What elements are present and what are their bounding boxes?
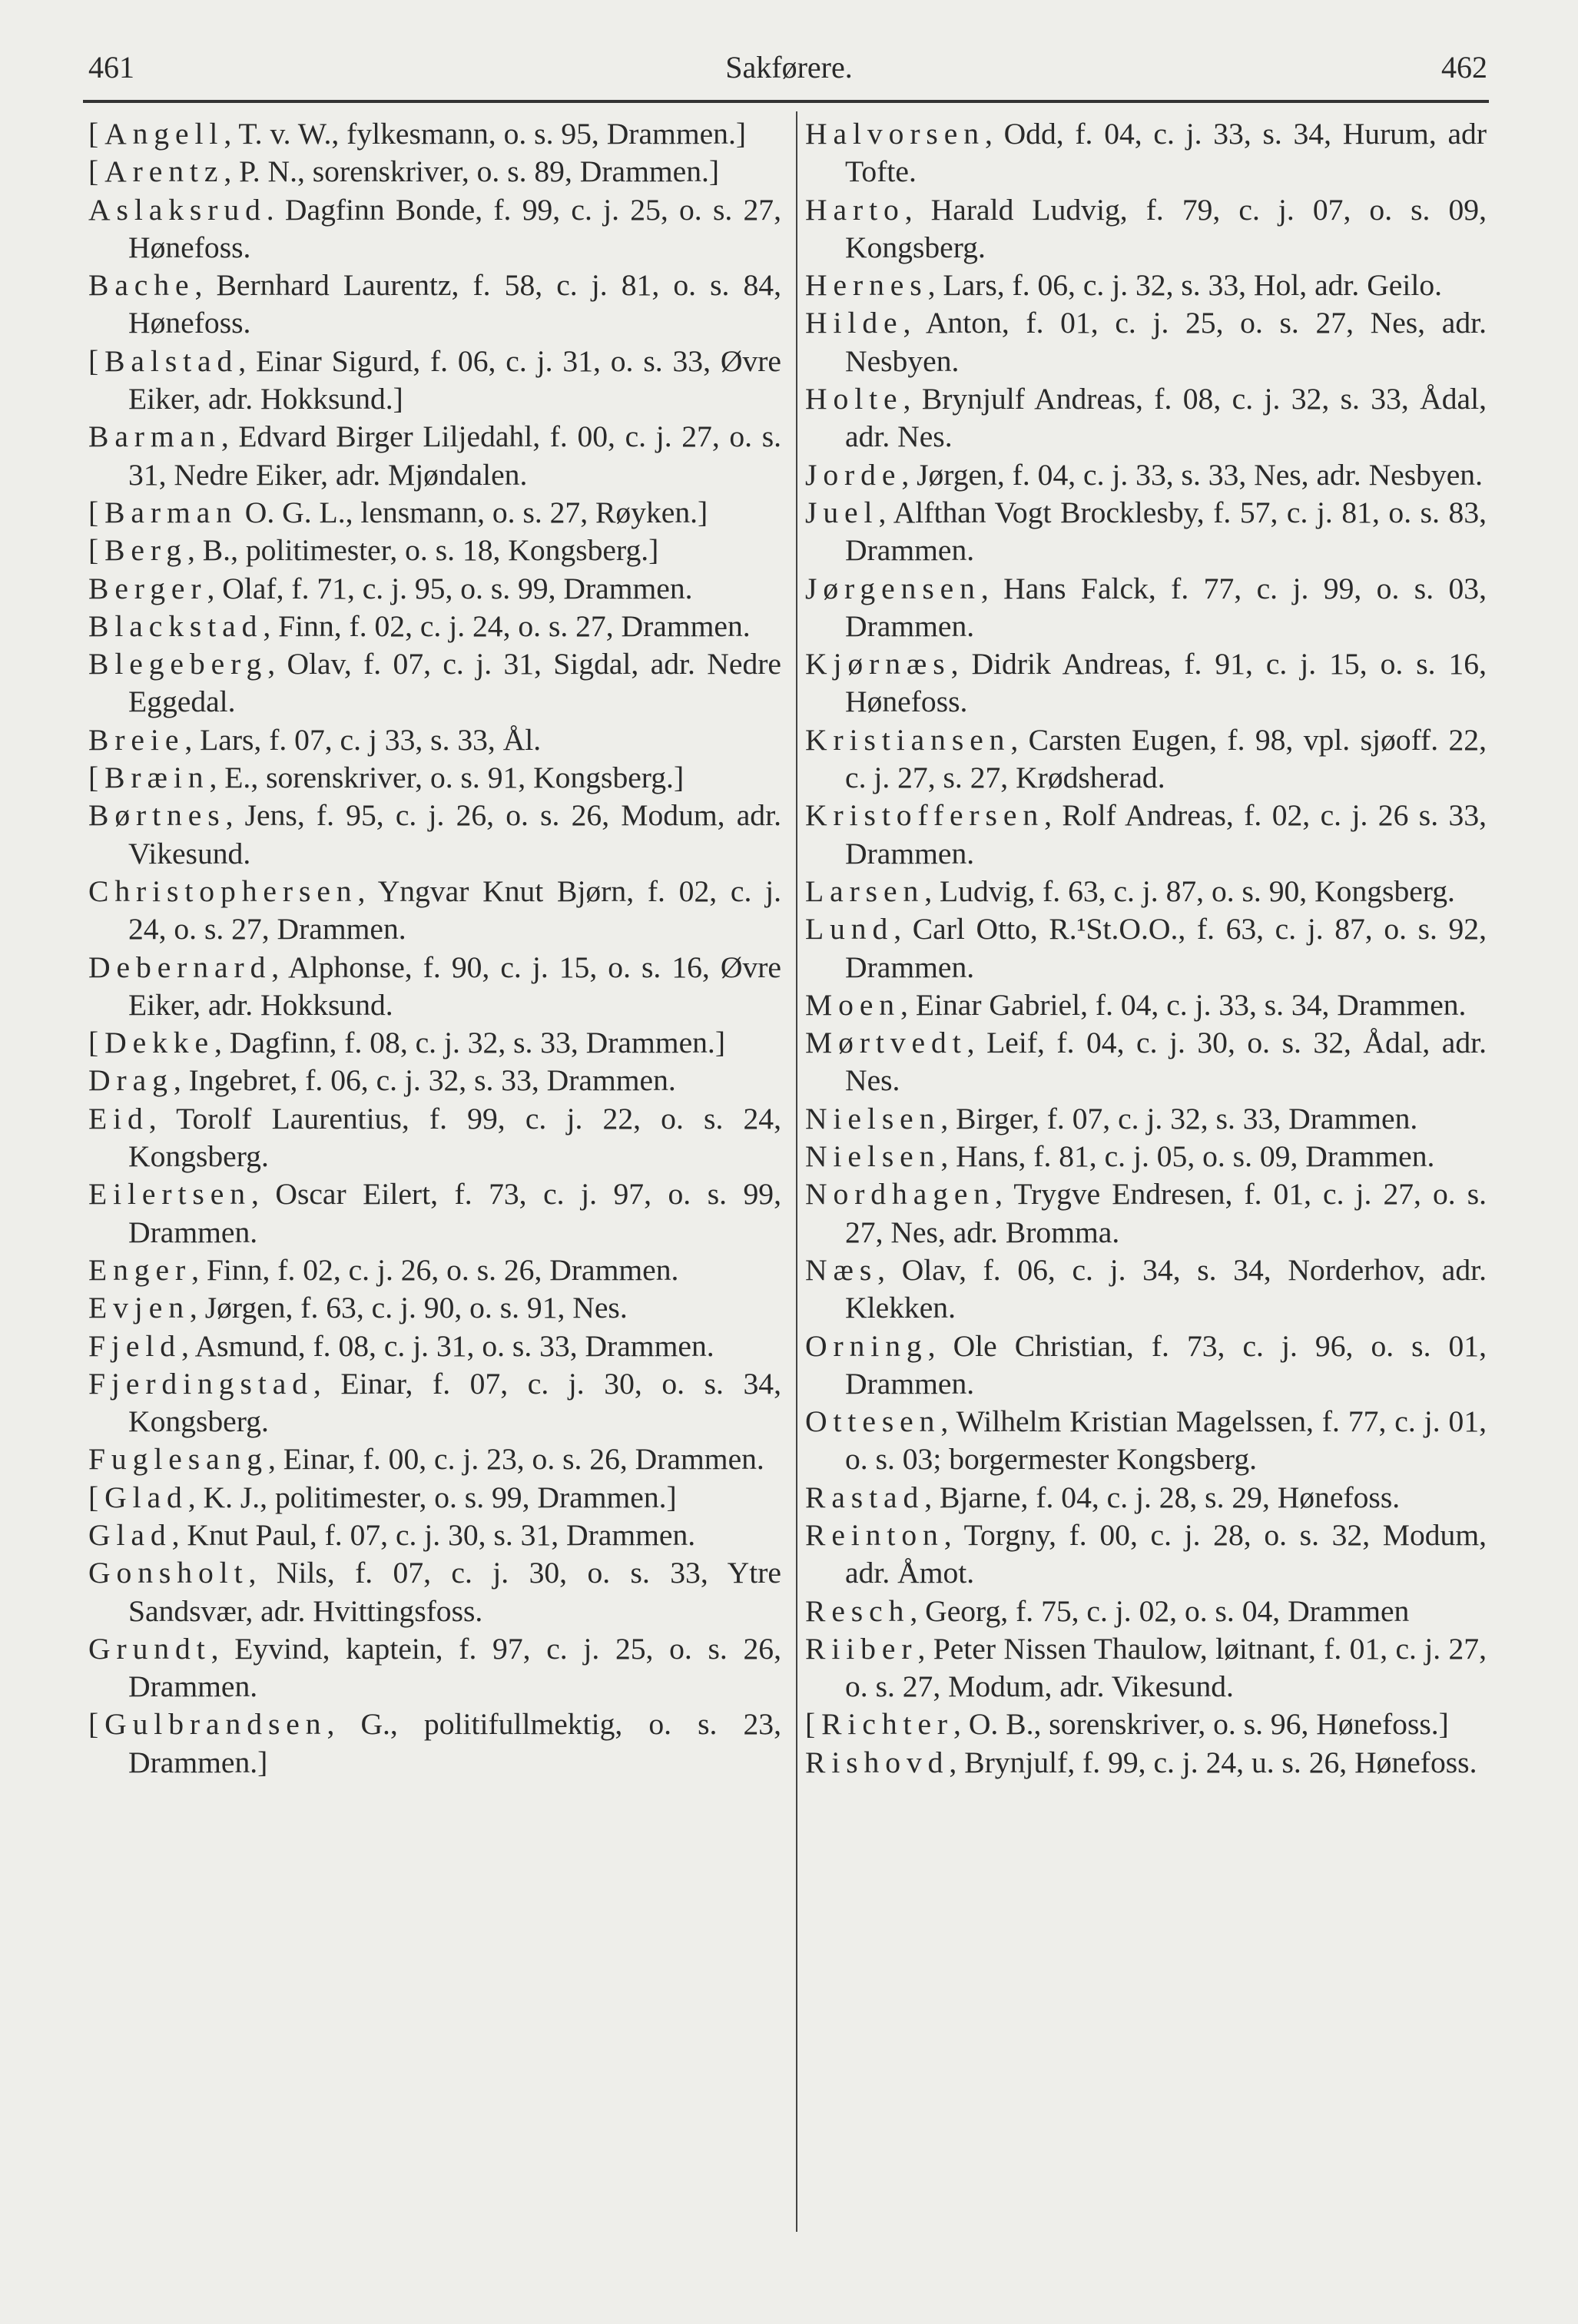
entry-surname: Halvorsen — [805, 117, 985, 151]
entry-surname: Ottesen — [805, 1404, 941, 1439]
column-divider — [796, 111, 797, 2232]
entry-details: , Torolf Laurentius, f. 99, c. j. 22, o. s. 24, Kongsberg. — [128, 1101, 781, 1174]
list-item — [88, 494, 781, 532]
list-item — [88, 1479, 781, 1517]
entry-details: , Einar Gabriel, f. 04, c. j. 33, s. 34, Drammen. — [900, 987, 1467, 1022]
right-column — [805, 115, 1487, 1782]
list-item — [88, 343, 781, 419]
entry-surname: Rastad — [805, 1480, 925, 1514]
entry-surname: Jorde — [805, 457, 902, 492]
entry-surname: Lund — [805, 912, 894, 947]
entry-details: , Olav, f. 07, c. j. 31, Sigdal, adr. Nedre Eggedal. — [128, 647, 781, 719]
entry-surname: Christophersen — [88, 874, 358, 908]
list-item — [88, 1100, 781, 1176]
list-item — [88, 1365, 781, 1441]
entry-details: , Alfthan Vogt Brocklesby, f. 57, c. j. 81, o. s. 83, Drammen. — [845, 495, 1487, 568]
entry-details: , Brynjulf, f. 99, c. j. 24, u. s. 26, Hønefoss. — [949, 1745, 1477, 1779]
list-item — [805, 1175, 1487, 1252]
entry-details: , Asmund, f. 08, c. j. 31, o. s. 33, Drammen. — [181, 1328, 714, 1363]
entry-surname: Riiber — [805, 1631, 918, 1666]
entry-details: , Ole Christian, f. 73, c. j. 96, o. s. 01, Drammen. — [845, 1328, 1487, 1401]
entry-surname: [Gulbrandsen — [88, 1707, 327, 1742]
list-item — [805, 304, 1487, 380]
entry-surname: Bache — [88, 268, 195, 303]
list-item — [88, 115, 781, 153]
entry-details: , Knut Paul, f. 07, c. j. 30, s. 31, Drammen. — [171, 1517, 696, 1552]
list-item — [88, 759, 781, 797]
entry-surname: Enger — [88, 1252, 192, 1287]
list-item — [88, 153, 781, 191]
list-item — [88, 418, 781, 494]
entry-details: , Jørgen, f. 63, c. j. 90, o. s. 91, Nes. — [189, 1291, 628, 1325]
entry-details: , Leif, f. 04, c. j. 30, o. s. 32, Ådal, adr. Nes. — [845, 1026, 1487, 1098]
entry-surname: Harto — [805, 192, 905, 227]
page-number-right: 462 — [1441, 50, 1487, 85]
list-item — [88, 1024, 781, 1062]
entry-surname: Breie — [88, 722, 185, 757]
entry-surname: Nordhagen — [805, 1177, 996, 1212]
entry-surname: Hernes — [805, 268, 928, 303]
list-item — [88, 570, 781, 608]
list-item — [805, 1630, 1487, 1706]
entry-details: , Finn, f. 02, c. j. 26, o. s. 26, Drammen. — [191, 1252, 679, 1287]
entry-surname: Kristoffersen — [805, 798, 1045, 833]
entry-surname: Fjerdingstad — [88, 1366, 313, 1401]
entry-details: , Ludvig, f. 63, c. j. 87, o. s. 90, Kongsberg. — [924, 874, 1455, 908]
entry-surname: Resch — [805, 1593, 910, 1628]
entry-details: , Einar Sigurd, f. 06, c. j. 31, o. s. 33, Øvre Eiker, adr. Hokksund.] — [128, 343, 781, 416]
entry-surname: [Arentz — [88, 154, 224, 189]
list-item — [88, 1554, 781, 1630]
entry-surname: Grundt — [88, 1631, 211, 1666]
entry-details: , Hans, f. 81, c. j. 05, o. s. 09, Drammen. — [940, 1139, 1435, 1174]
entry-details: , O. B., sorenskriver, o. s. 96, Hønefoss.] — [953, 1707, 1449, 1742]
entry-details: , Georg, f. 75, c. j. 02, o. s. 04, Drammen — [910, 1593, 1410, 1628]
entry-surname: [Balstad — [88, 343, 239, 378]
entry-surname: Barman — [88, 419, 221, 454]
page-title: Sakførere. — [725, 50, 853, 85]
list-item — [805, 1328, 1487, 1404]
entry-surname: Nielsen — [805, 1139, 941, 1174]
entry-details: , Finn, f. 02, c. j. 24, o. s. 27, Drammen. — [263, 608, 751, 643]
left-column — [88, 115, 781, 1782]
entry-details: , Peter Nissen Thaulow, løitnant, f. 01, c. j. 27, o. s. 27, Modum, adr. Vikesund. — [845, 1631, 1487, 1704]
list-item — [805, 494, 1487, 570]
entry-surname: Drag — [88, 1063, 174, 1098]
list-item — [805, 570, 1487, 646]
entry-details: , Anton, f. 01, c. j. 25, o. s. 27, Nes, adr. Nesbyen. — [845, 306, 1487, 378]
entry-surname: Evjen — [88, 1291, 190, 1325]
entry-details: , Eyvind, kaptein, f. 97, c. j. 25, o. s. 26, Drammen. — [128, 1631, 781, 1704]
list-item — [88, 721, 781, 759]
entry-surname: Jørgensen — [805, 571, 981, 605]
entry-surname: Fuglesang — [88, 1442, 268, 1477]
list-item — [805, 1706, 1487, 1743]
entry-surname: Berger — [88, 571, 207, 605]
list-item — [88, 1706, 781, 1782]
list-item — [805, 986, 1487, 1024]
list-item — [88, 532, 781, 569]
list-item — [805, 645, 1487, 721]
list-item — [805, 1024, 1487, 1100]
list-item — [88, 1062, 781, 1099]
entry-surname: Børtnes — [88, 798, 226, 833]
entry-details: , Brynjulf Andreas, f. 08, c. j. 32, s. 33, Ådal, adr. Nes. — [845, 382, 1487, 454]
list-item — [88, 1630, 781, 1706]
entry-details: , Alphonse, f. 90, c. j. 15, o. s. 16, Øvre Eiker, adr. Hokksund. — [128, 950, 781, 1022]
list-item — [88, 1328, 781, 1365]
list-item — [88, 1175, 781, 1252]
entry-details: , Harald Ludvig, f. 79, c. j. 07, o. s. 09, Kongsberg. — [845, 192, 1487, 264]
entry-details: , Jørgen, f. 04, c. j. 33, s. 33, Nes, adr. Nesbyen. — [901, 457, 1483, 492]
list-item — [88, 949, 781, 1025]
list-item — [805, 1252, 1487, 1328]
list-item — [805, 115, 1487, 191]
entry-surname: [Dekke — [88, 1026, 214, 1060]
list-item — [805, 456, 1487, 494]
entry-surname: [Bræin — [88, 761, 210, 795]
entry-surname: Kjørnæs — [805, 647, 951, 681]
entry-surname: Holte — [805, 382, 903, 416]
entry-surname: Orning — [805, 1328, 928, 1363]
list-item — [805, 380, 1487, 456]
entry-surname: Blegeberg — [88, 647, 268, 681]
list-item — [805, 1138, 1487, 1175]
entry-details: , Olav, f. 06, c. j. 34, s. 34, Norderhov, adr. Klekken. — [845, 1252, 1487, 1325]
entry-details: , Yngvar Knut Bjørn, f. 02, c. j. 24, o. s. 27, Drammen. — [128, 874, 781, 947]
entry-details: , Einar, f. 07, c. j. 30, o. s. 34, Kongsberg. — [128, 1366, 781, 1439]
entry-details: , E., sorenskriver, o. s. 91, Kongsberg.] — [209, 761, 685, 795]
entry-details: , Oscar Eilert, f. 73, c. j. 97, o. s. 99, Drammen. — [128, 1177, 781, 1249]
entry-details: , Carsten Eugen, f. 98, vpl. sjøoff. 22, c. j. 27, s. 27, Krødsherad. — [845, 722, 1487, 795]
list-item — [805, 1403, 1487, 1479]
entry-details: . Dagfinn Bonde, f. 99, c. j. 25, o. s. 27, Hønefoss. — [128, 192, 781, 264]
list-item — [805, 1479, 1487, 1517]
entry-surname: [Barman — [88, 495, 237, 529]
entry-details: , Trygve Endresen, f. 01, c. j. 27, o. s. 27, Nes, adr. Bromma. — [845, 1177, 1487, 1249]
entry-details: , Nils, f. 07, c. j. 30, o. s. 33, Ytre Sandsvær, adr. Hvittingsfoss. — [128, 1556, 781, 1628]
entry-details: , Jens, f. 95, c. j. 26, o. s. 26, Modum, adr. Vikesund. — [128, 798, 781, 870]
list-item — [805, 191, 1487, 267]
entry-details: , Lars, f. 06, c. j. 32, s. 33, Hol, adr. Geilo. — [927, 268, 1443, 303]
entry-surname: Moen — [805, 987, 901, 1022]
list-item — [805, 873, 1487, 910]
entry-surname: Nielsen — [805, 1101, 941, 1135]
entry-surname: Glad — [88, 1517, 172, 1552]
entry-surname: Juel — [805, 495, 879, 529]
entry-surname: [Richter — [805, 1707, 954, 1742]
entry-surname: Aslaksrud — [88, 192, 267, 227]
entry-surname: Eid — [88, 1101, 149, 1135]
entry-surname: [Glad — [88, 1480, 188, 1514]
entry-surname: Rishovd — [805, 1745, 950, 1779]
list-item — [805, 1517, 1487, 1593]
list-item — [88, 797, 781, 873]
entry-surname: Eilertsen — [88, 1177, 251, 1212]
entry-details: , Bernhard Laurentz, f. 58, c. j. 81, o. s. 84, Hønefoss. — [128, 268, 781, 340]
list-item — [88, 1440, 781, 1478]
header-rule — [83, 100, 1489, 103]
list-item — [805, 267, 1487, 304]
entry-surname: Mørtvedt — [805, 1026, 967, 1060]
entry-details: , Carl Otto, R.¹St.O.O., f. 63, c. j. 87, o. s. 92, Drammen. — [845, 912, 1487, 984]
entry-surname: Fjeld — [88, 1328, 181, 1363]
list-item — [805, 1744, 1487, 1782]
entry-details: , Ingebret, f. 06, c. j. 32, s. 33, Drammen. — [173, 1063, 676, 1098]
entry-details: , Lars, f. 07, c. j 33, s. 33, Ål. — [184, 722, 542, 757]
entry-details: , G., politifullmektig, o. s. 23, Drammen.] — [128, 1707, 781, 1779]
list-item — [805, 721, 1487, 797]
entry-details: , Hans Falck, f. 77, c. j. 99, o. s. 03, Drammen. — [845, 571, 1487, 643]
entry-details: , Odd, f. 04, c. j. 33, s. 34, Hurum, adr Tofte. — [845, 117, 1487, 189]
entry-surname: Kristiansen — [805, 722, 1011, 757]
list-item — [88, 1289, 781, 1327]
list-item — [805, 910, 1487, 986]
entry-surname: [Angell — [88, 117, 224, 151]
entry-surname: Hilde — [805, 306, 903, 340]
entry-details: , K. J., politimester, o. s. 99, Drammen.] — [187, 1480, 677, 1514]
list-item — [805, 1593, 1487, 1630]
entry-surname: Debernard — [88, 950, 272, 984]
entry-surname: Næs — [805, 1252, 878, 1287]
entry-details: , Olaf, f. 71, c. j. 95, o. s. 99, Drammen. — [207, 571, 693, 605]
list-item — [805, 797, 1487, 873]
entry-surname: Gonsholt — [88, 1556, 249, 1590]
entry-details: , Rolf Andreas, f. 02, c. j. 26 s. 33, Drammen. — [845, 798, 1487, 870]
entry-details: O. G. L., lensmann, o. s. 27, Røyken.] — [237, 495, 708, 529]
entry-details: , B., politimester, o. s. 18, Kongsberg.] — [187, 533, 659, 568]
list-item — [88, 608, 781, 645]
entry-details: , T. v. W., fylkesmann, o. s. 95, Drammen.] — [224, 117, 747, 151]
entry-surname: Blackstad — [88, 608, 264, 643]
list-item — [88, 267, 781, 343]
list-item — [805, 1100, 1487, 1138]
list-item — [88, 191, 781, 267]
entry-surname: Larsen — [805, 874, 925, 908]
list-item — [88, 873, 781, 949]
entry-surname: Reinton — [805, 1517, 944, 1552]
list-item — [88, 645, 781, 721]
entry-details: , Einar, f. 00, c. j. 23, o. s. 26, Drammen. — [267, 1442, 764, 1477]
entry-details: , P. N., sorenskriver, o. s. 89, Drammen.] — [224, 154, 720, 189]
list-item — [88, 1517, 781, 1554]
entry-details: , Wilhelm Kristian Magelssen, f. 77, c. j. 01, o. s. 03; borgermester Kongsberg. — [845, 1404, 1487, 1477]
entry-details: , Edvard Birger Liljedahl, f. 00, c. j. 27, o. s. 31, Nedre Eiker, adr. Mjøndalen. — [128, 419, 781, 492]
entry-details: , Dagfinn, f. 08, c. j. 32, s. 33, Drammen.] — [214, 1026, 726, 1060]
entry-details: , Bjarne, f. 04, c. j. 28, s. 29, Hønefoss. — [924, 1480, 1401, 1514]
entry-surname: [Berg — [88, 533, 187, 568]
page-number-left: 461 — [88, 50, 134, 85]
entry-details: , Didrik Andreas, f. 91, c. j. 15, o. s. 16, Hønefoss. — [845, 647, 1487, 719]
list-item — [88, 1252, 781, 1289]
entry-details: , Birger, f. 07, c. j. 32, s. 33, Drammen. — [940, 1101, 1418, 1135]
entry-details: , Torgny, f. 00, c. j. 28, o. s. 32, Modum, adr. Åmot. — [845, 1517, 1487, 1590]
